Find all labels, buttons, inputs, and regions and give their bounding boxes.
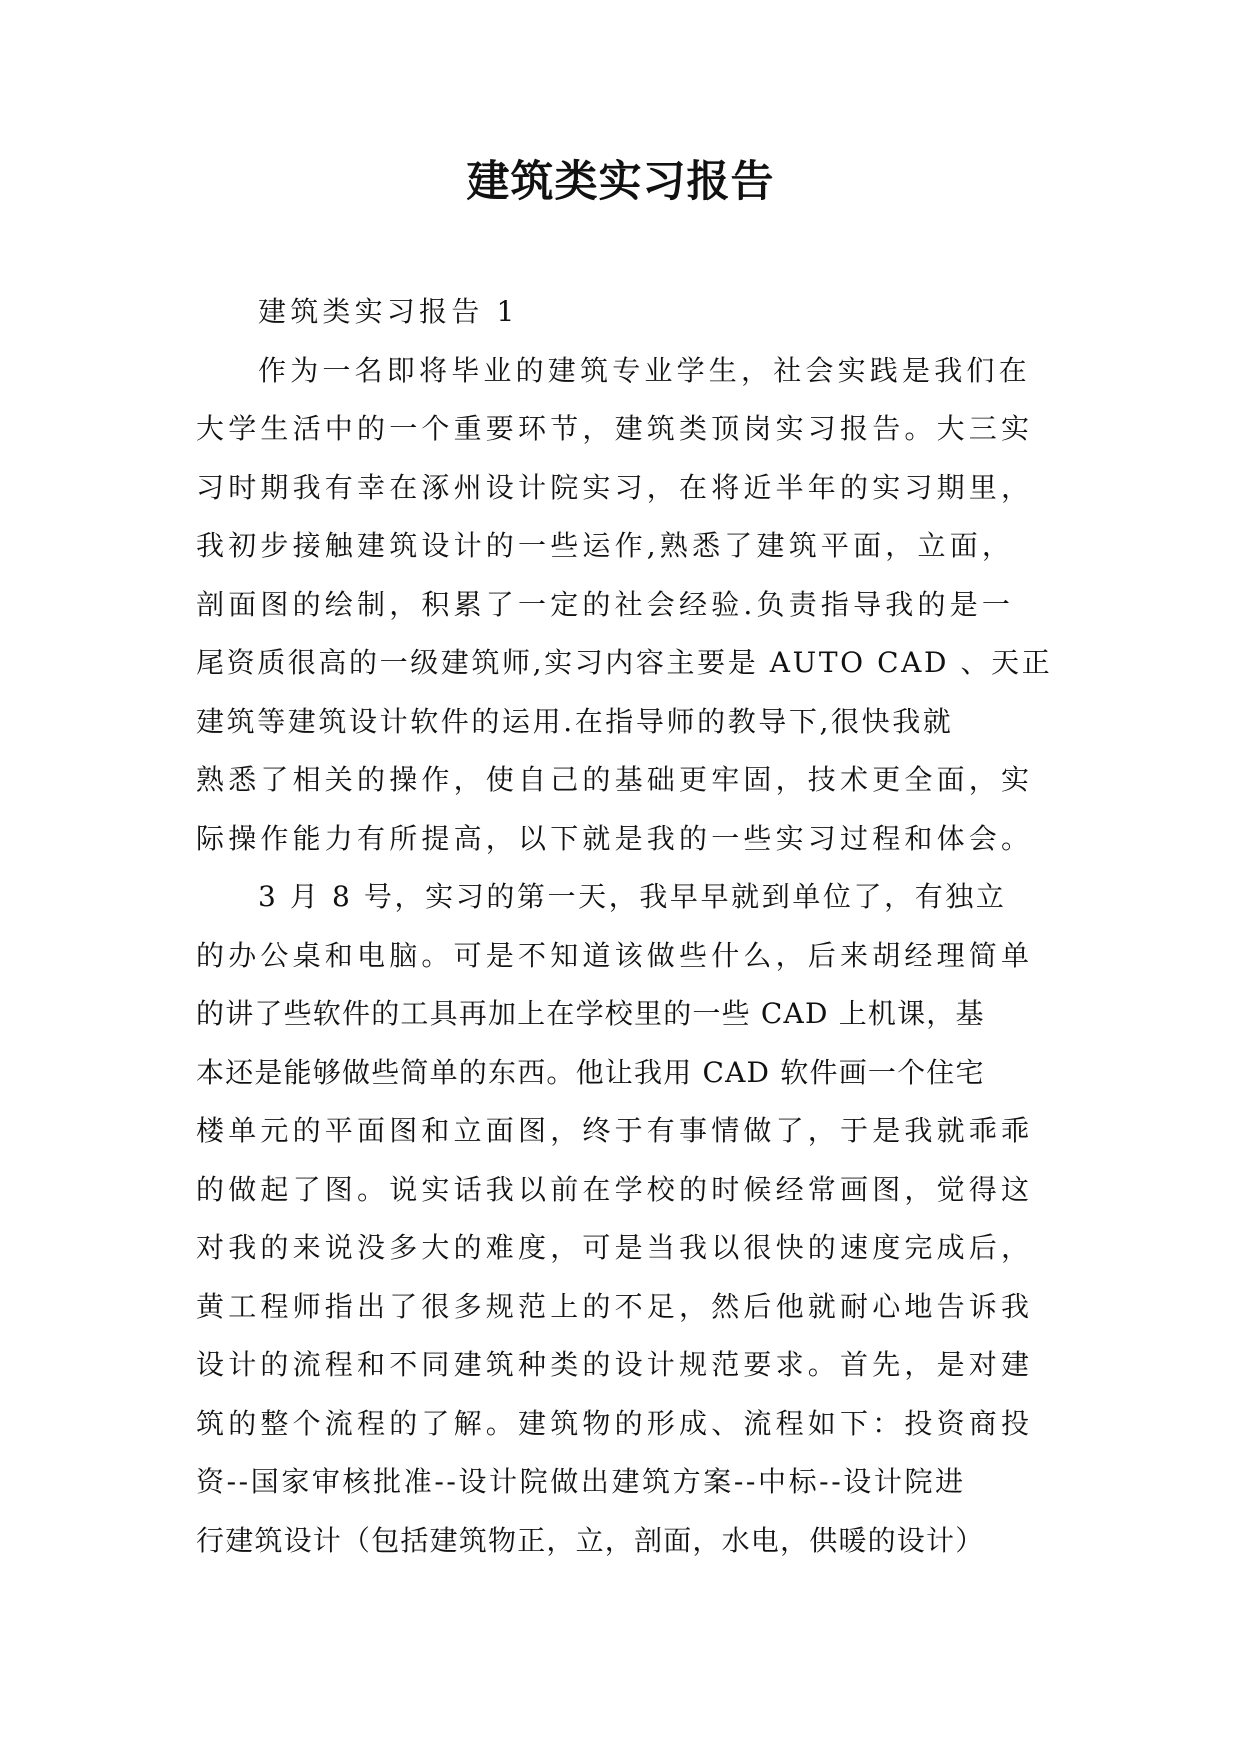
paragraph-line: 尾资质很高的一级建筑师,实习内容主要是 AUTO CAD 、天正 xyxy=(196,646,1053,679)
paragraph-line: 我初步接触建筑设计的一些运作,熟悉了建筑平面，立面， xyxy=(196,529,1015,562)
paragraph-line: 黄工程师指出了很多规范上的不足，然后他就耐心地告诉我 xyxy=(196,1289,1034,1323)
paragraph-line: 对我的来说没多大的难度，可是当我以很快的速度完成后， xyxy=(196,1231,1034,1264)
paragraph-line: 3 月 8 号，实习的第一天，我早早就到单位了，有独立 xyxy=(258,880,1007,913)
paragraph-line: 熟悉了相关的操作，使自己的基础更牢固，技术更全面，实 xyxy=(196,763,1034,796)
paragraph-line: 习时期我有幸在涿州设计院实习，在将近半年的实习期里， xyxy=(196,470,1034,504)
paragraph-line: 大学生活中的一个重要环节，建筑类顶岗实习报告。大三实 xyxy=(196,412,1034,445)
paragraph-line: 际操作能力有所提高，以下就是我的一些实习过程和体会。 xyxy=(196,821,1034,855)
paragraph-line: 资--国家审核批准--设计院做出建筑方案--中标--设计院进 xyxy=(196,1465,966,1498)
paragraph-line: 的讲了些软件的工具再加上在学校里的一些 CAD 上机课，基 xyxy=(196,997,985,1030)
paragraph-line: 本还是能够做些简单的东西。他让我用 CAD 软件画一个住宅 xyxy=(196,1055,985,1089)
paragraph-line: 行建筑设计（包括建筑物正，立，剖面，水电，供暖的设计） xyxy=(196,1523,985,1557)
section-heading: 建筑类实习报告 1 xyxy=(258,295,519,328)
paragraph-line: 作为一名即将毕业的建筑专业学生，社会实践是我们在 xyxy=(258,353,1031,387)
paragraph-line: 筑的整个流程的了解。建筑物的形成、流程如下：投资商投 xyxy=(196,1406,1034,1440)
paragraph-line: 的做起了图。说实话我以前在学校的时候经常画图，觉得这 xyxy=(196,1172,1034,1206)
paragraph-line: 建筑等建筑设计软件的运用.在指导师的教导下,很快我就 xyxy=(196,704,954,738)
paragraph-line: 设计的流程和不同建筑种类的设计规范要求。首先，是对建 xyxy=(196,1348,1034,1381)
document-body xyxy=(196,283,1076,1570)
paragraph-line: 的办公桌和电脑。可是不知道该做些什么，后来胡经理简单 xyxy=(196,938,1034,972)
document-title: 建筑类实习报告 xyxy=(466,157,775,207)
paragraph-line: 楼单元的平面图和立面图，终于有事情做了，于是我就乖乖 xyxy=(196,1114,1034,1147)
paragraph-line: 剖面图的绘制，积累了一定的社会经验.负责指导我的是一 xyxy=(196,587,1015,621)
